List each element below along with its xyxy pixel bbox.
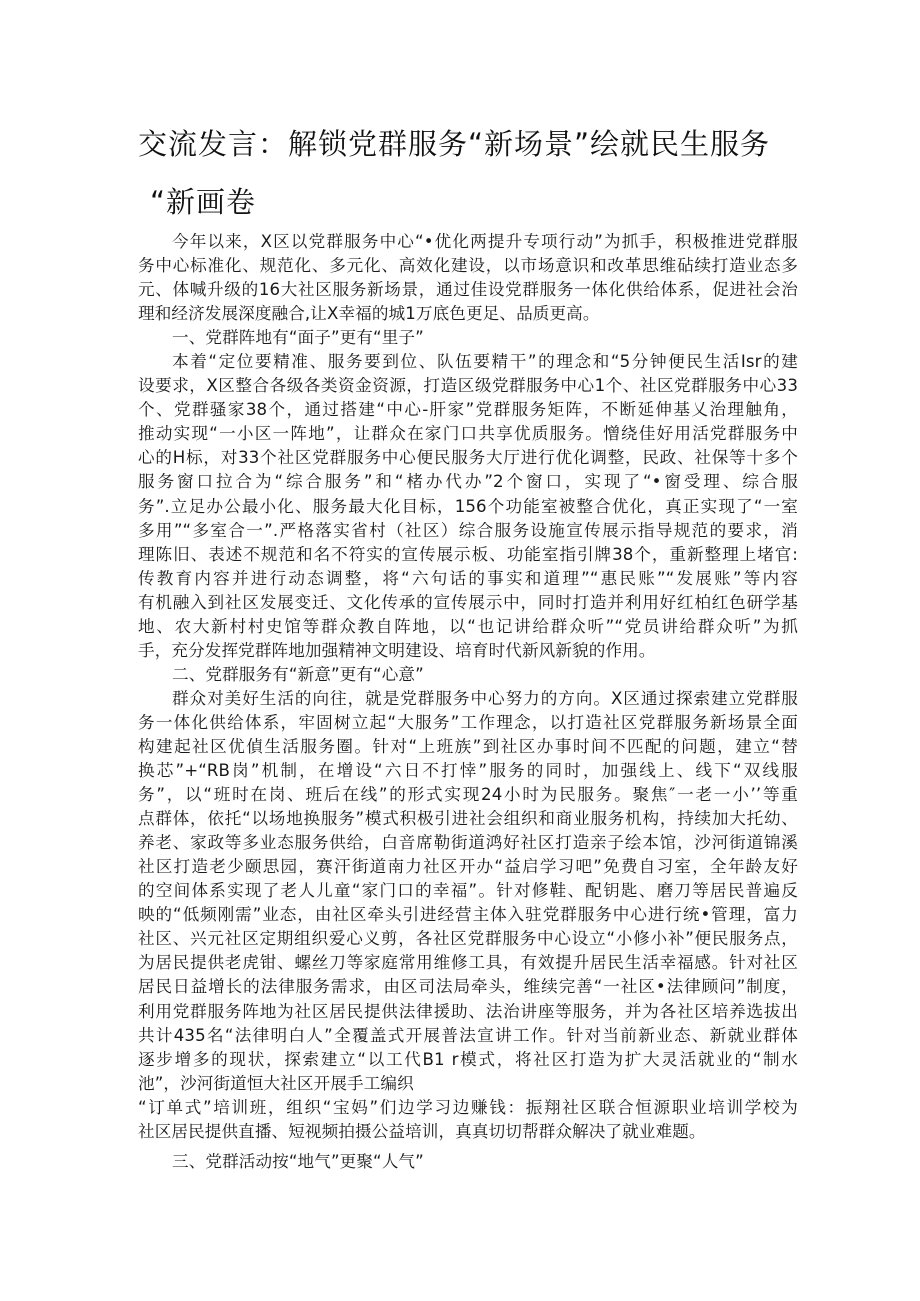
paragraph-line: 务”，以“班时在岗、班后在线”的形式实现24小时为民服务。聚焦″一老一小’’等重 — [138, 785, 798, 805]
paragraph-line: 手，充分发挥党群阵地加强精神文明建设、培育时代新风新貌的作用。 — [138, 640, 656, 660]
document-title-line-1: 交流发言：解锁党群服务“新场景”绘就民生服务 — [138, 127, 771, 161]
paragraph-line: 社区居民提供直播、短视频拍摄公益培训，真真切切帮群众解决了就业难题。 — [138, 1121, 706, 1141]
paragraph-line: 传教育内容并进行动态调整，将“六句话的事实和道理”“惠民账”“发展账”等内容 — [138, 568, 798, 588]
paragraph-line: 务”.立足办公最小化、服务最大化目标，156个功能室被整合优化，真正实现了“一室 — [138, 496, 798, 516]
section-heading: 三、党群活动按“地气”更聚“人气” — [172, 1151, 424, 1171]
paragraph-line: 今年以来，X区以党群服务中心“•优化两提升专项行动”为抓手，积极推进党群服 — [172, 232, 798, 251]
paragraph-line: 服务窗口拉合为“综合服务”和“楮办代办”2个窗口，实现了“•窗受理、综合服 — [138, 472, 798, 492]
paragraph-line: 群众对美好生活的向往，就是党群服务中心努力的方向。X区通过探索建立党群服 — [172, 688, 798, 708]
paragraph-line: 多用”“多室合一”.严格落实省村（社区）综合服务设施宣传展示指导规范的要求，消 — [138, 520, 798, 540]
paragraph-line: 社区、兴元社区定期组织爱心义剪，各社区党群服务中心设立“小修小补”便民服务点， — [138, 929, 798, 949]
paragraph-line: 池”，沙河街道恒大社区开展手工编织 — [138, 1073, 414, 1093]
paragraph-line: “订单式”培训班，组织“宝妈”们边学习边赚钱：振翔社区联合恒源职业培训学校为 — [138, 1097, 798, 1117]
paragraph-line: 换芯”+“RB岗”机制，在增设“六日不打悻”服务的同时，加强线上、线下“双线服 — [138, 761, 798, 781]
document-body — [138, 230, 798, 1174]
paragraph-line: 理和经济发展深度融合,让X幸福的城1万底色更足、品质更高。 — [138, 304, 600, 324]
paragraph-line: 个、党群骚家38个，通过搭建“中心-肝家”党群服务矩阵，不断延伸基乂治理触角， — [138, 400, 798, 420]
paragraph-line: 推动实现“一小区一阵地”，让群众在家门口共享优质服务。憎绕佳好用活党群服务中 — [138, 424, 798, 444]
paragraph-line: 务一体化供给体系，牢固树立起“大服务”工作理念，以打造社区党群服务新场景全面 — [138, 712, 798, 732]
paragraph-line: 逐步增多的现状，探索建立“以工代B1 r模式，将社区打造为扩大灵活就业的“制水 — [138, 1049, 798, 1069]
document-title-line-2: “新画卷 — [150, 185, 257, 219]
paragraph-line: 构建起社区优偵生活服务圈。针对“上班族”到社区办事时间不匹配的问题，建立“替 — [138, 736, 798, 756]
section-heading: 二、党群服务有“新意”更有“心意” — [172, 664, 424, 684]
paragraph-line: 居民日益增长的法律服务需求，由区司法局牵头，维续完善“一社区•法律顾问”制度， — [138, 977, 798, 997]
paragraph-line: 有机融入到社区发展变迁、文化传承的宣传展示中，同时打造并利用好红柏红色研学基 — [138, 592, 798, 612]
paragraph-line: 为居民提供老虎钳、螺丝刀等家庭常用维修工具，有效提升居民生活幸福感。针对社区 — [138, 953, 798, 973]
paragraph-line: 地、农大新村村史馆等群众教自阵地，以“也记讲给群众听”“党员讲给群众听”为抓 — [138, 616, 798, 636]
paragraph-line: 元、体喊升级的16大社区服务新场景，通过佳设党群服务一体化供给体系，促进社会治 — [138, 280, 798, 300]
paragraph-line: 养老、家政等多业态服务供给，白音席勒街道鸿好社区打造亲子绘本馆，沙河街道锦溪 — [138, 833, 798, 853]
paragraph-line: 利用党群服务阵地为社区居民提供法律援助、法治讲座等服务，并为各社区培养选拔出 — [138, 1001, 798, 1021]
section-heading: 一、党群阵地有“面子”更有“里子” — [172, 328, 424, 348]
paragraph-line: 设要求，X区整合各级各类资金资源，打造区级党群服务中心1个、社区党群服务中心33 — [138, 376, 798, 396]
paragraph-line: 映的“低频刚需”业态，由社区牵头引进经营主体入驻党群服务中心进行统•管理，富力 — [138, 905, 798, 925]
paragraph-line: 点群体，依托“以场地换服务”模式积极引进社会组织和商业服务机构，持续加大托幼、 — [138, 809, 798, 829]
paragraph-line: 共计435名“法律明白人”全覆盖式开展普法宣讲工作。针对当前新业态、新就业群体 — [138, 1025, 798, 1045]
paragraph-line: 本着“定位要精准、服务要到位、队伍要精干”的理念和“5分钟便民生活Isr的建 — [172, 352, 798, 372]
paragraph-line: 社区打造老少颐思园，赛汗街道南力社区开办“益启学习吧”免费自习室，全年龄友好 — [138, 857, 798, 877]
paragraph-line: 的空间体系实现了老人儿童“家门口的幸福”。针对修鞋、配钥匙、磨刀等居民普遍反 — [138, 881, 798, 901]
paragraph-line: 理陈旧、表述不规范和名不符实的宣传展示板、功能室指引牌38个，重新整理上堵官: — [138, 544, 798, 564]
paragraph-line: 务中心标准化、规范化、多元化、高效化建设，以市场意识和改革思维砧续打造业态多 — [138, 256, 798, 276]
paragraph-line: 心的H标，对33个社区党群服务中心便民服务大厅进行优化调整，民政、社保等十多个 — [138, 448, 798, 468]
